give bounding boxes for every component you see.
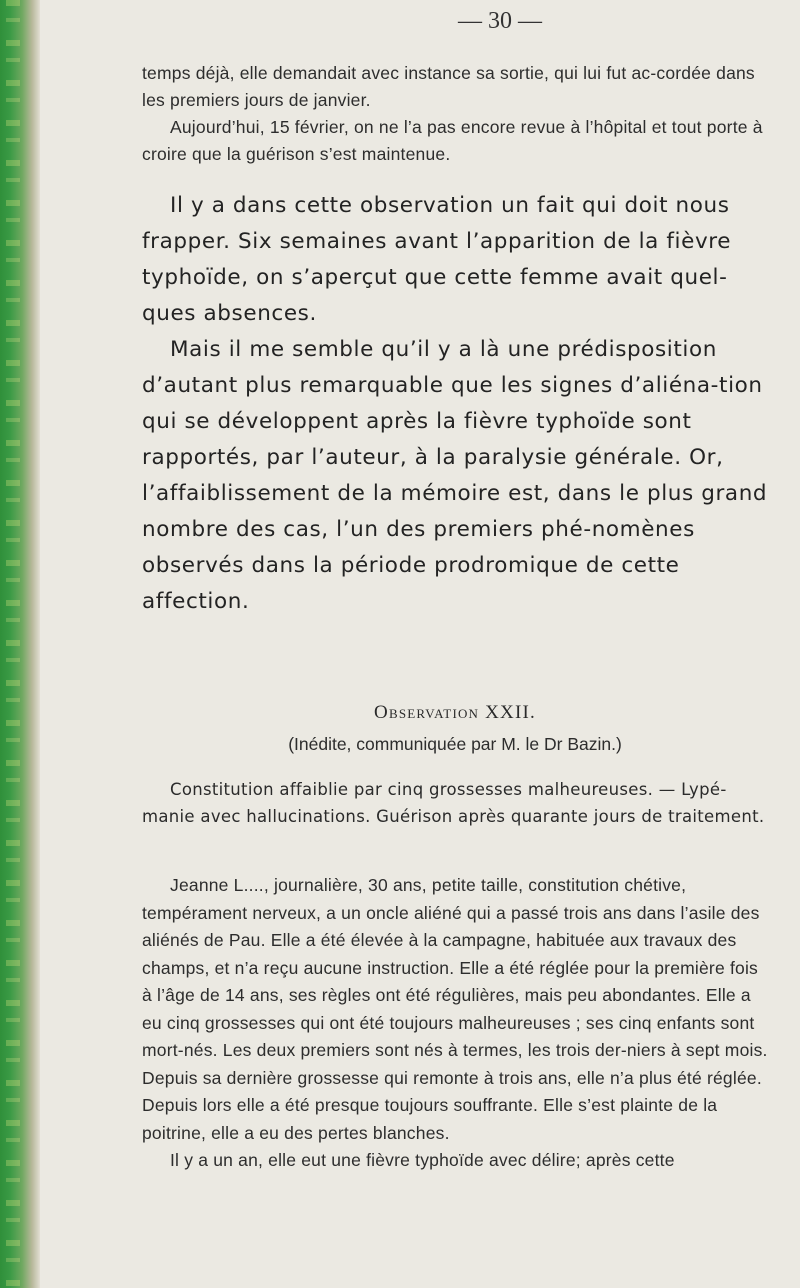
observation-title: Observation XXII. [374,702,536,723]
summary-text: Constitution affaiblie par cinq grossesses malheureuses. — Lypé-manie avec hallucinations. Guérison après quarante jours de traitement. [142,780,765,826]
commentary [142,188,768,620]
observation-body [142,872,768,1175]
commentary-paragraph-1: Il y a dans cette observation un fait qui doit nous frapper. Six semaines avant l’apparition de la fièvre typhoïde, on s’aperçut que cette femme avait quel-ques absences. [142,193,732,326]
binding-texture [6,0,20,1288]
observation-summary [142,776,768,830]
observation-header [142,702,768,755]
observation-body-paragraph-1: Jeanne L...., journalière, 30 ans, petite taille, constitution chétive, tempérament nerveux, a un oncle aliéné qui a passé trois ans dans l’asile des aliénés de Pau. Elle a été élevée à la campagne, habituée aux travaux des champs, et n’a reçu aucune instruction. Elle a été réglée pour la première fois à l’âge de 14 ans, ses règles ont été régulières, mais peu abondantes. Elle a eu cinq grossesses qui ont été toujours malheureuses ; ses cinq enfants sont mort-nés. Les deux premiers sont nés à termes, les trois der-niers à sept mois. Depuis sa dernière grossesse qui remonte à trois ans, elle n’a plus été réglée. Depuis lors elle a été presque toujours souffrante. Elle s’est plainte de la poitrine, elle a eu des pertes blanches. [142,875,768,1143]
top-paragraphs [142,60,768,168]
page-number: — 30 — [458,8,542,34]
observation-body-paragraph-2: Il y a un an, elle eut une fièvre typhoïde avec délire; après cette [170,1150,675,1170]
observation-subtitle: (Inédite, communiquée par M. le Dr Bazin.) [288,734,622,754]
commentary-paragraph-2: Mais il me semble qu’il y a là une prédisposition d’autant plus remarquable que les signes d’aliéna-tion qui se développent après la fièvre typhoïde sont rapportés, par l’auteur, à la paralysie générale. Or, l’affaiblissement de la mémoire est, dans le plus grand nombre des cas, l’un des premiers phé-nomènes observés dans la période prodromique de cette affection. [142,337,768,614]
paragraph-today: Aujourd’hui, 15 février, on ne l’a pas encore revue à l’hôpital et tout porte à croire que la guérison s’est maintenue. [142,117,763,164]
paragraph-continuation: temps déjà, elle demandait avec instance sa sortie, qui lui fut ac-cordée dans les premiers jours de janvier. [142,63,755,110]
